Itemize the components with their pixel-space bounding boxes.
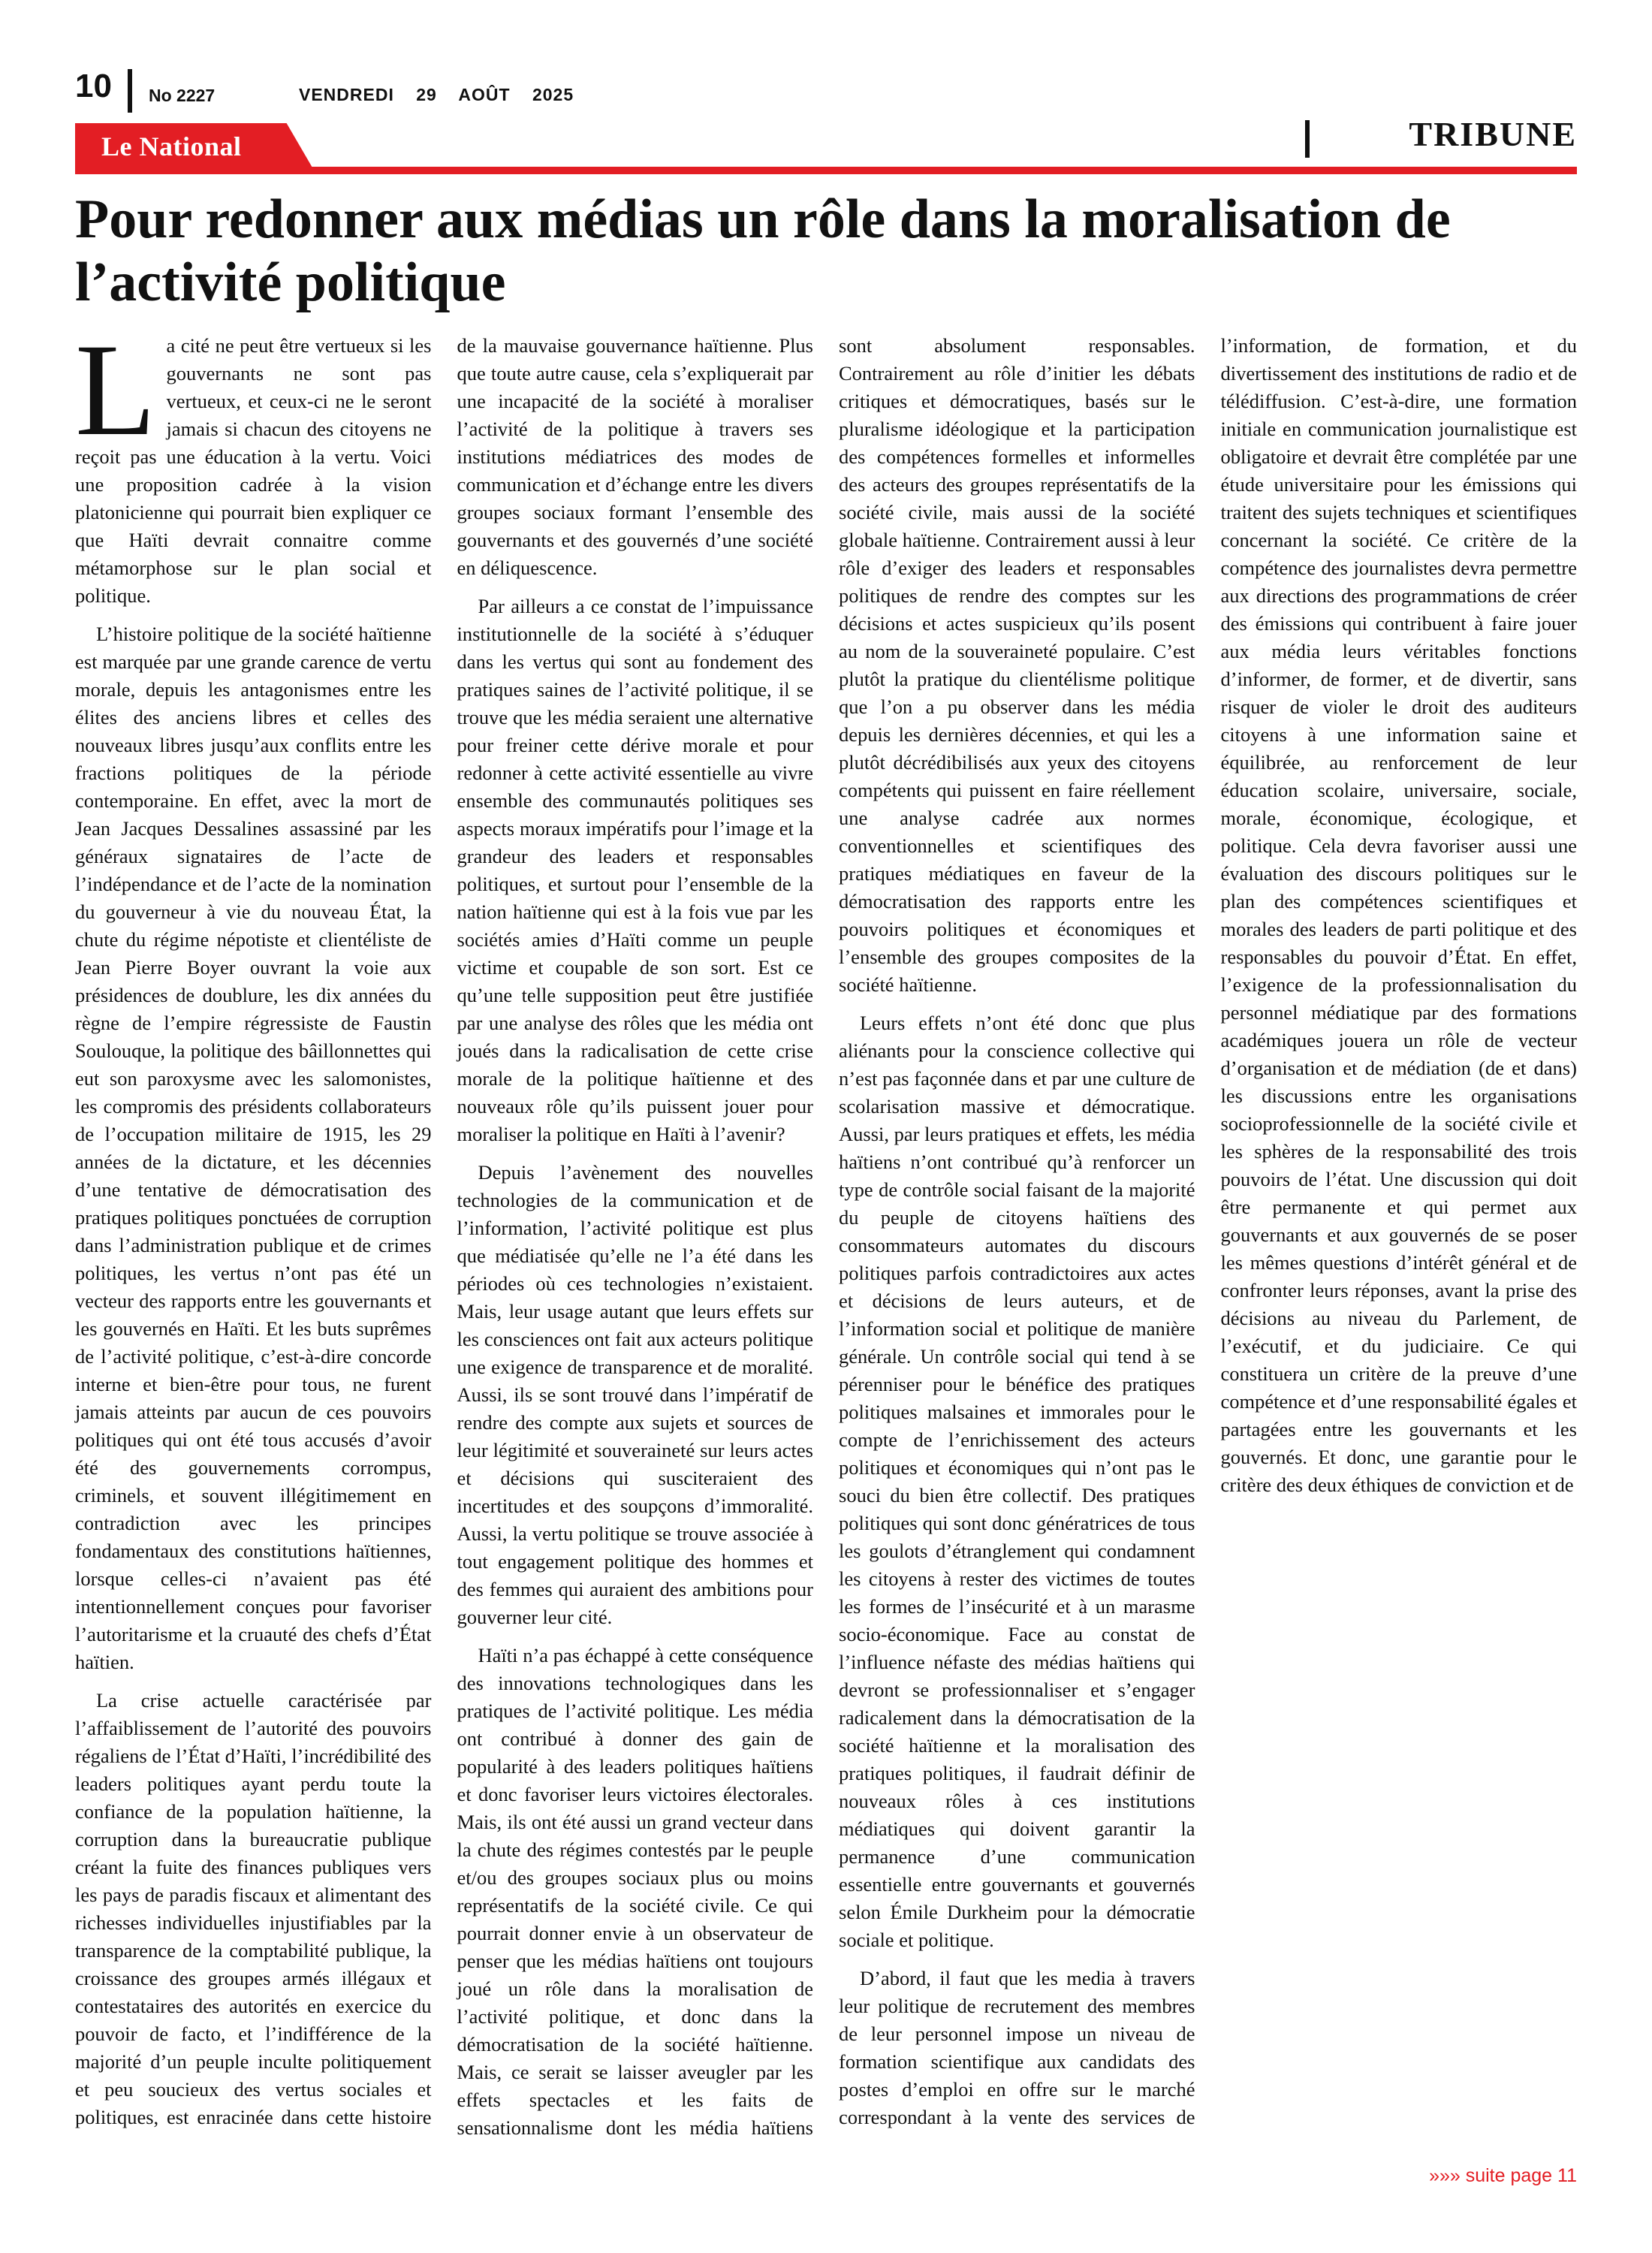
article-paragraph: [75, 317, 432, 610]
section-divider: [1305, 120, 1310, 158]
article-paragraph: D’abord, il faut que les media à travers leur politique de recrutement des membres de leur personnel impose un niveau de formation scientifique aux candidats des postes d’emploi en offre sur le marché correspondant à la vente des services de l’information, de formation, et du divertissement des institutions de radio et de télédiffusion. C’est-à-dire, une formation initiale en communication journalistique est obligatoire et devrait être complétée par une étude universitaire pour les émissions qui traitent des sujets techniques et scientifiques concernant la société. Ce critère de la compétence des journalistes devra permettre aux directions des programmations de créer des émissions qui contribuent à faire jouer aux média leurs véritables fonctions d’informer, de former, et de divertir, sans risquer de violer le droit des auditeurs citoyens à une information saine et équilibrée, au renforcement de leur éducation scolaire, universaire, sociale, morale, économique, écologique, et politique. Cela devra favoriser aussi une évaluation des discours politiques sur le plan des compétences scientifiques et morales des leaders de parti politique et des responsables du pouvoir d’État. En effet, l’exigence de la professionnalisation du personnel médiatique par des formations académiques jouera un rôle de vecteur d’organisation et de médiation (de et dans) les discussions entre les organisations socioprofessionnelle de la société civile et les sphères de la responsabilité des trois pouvoirs de l’état. Une discussion qui doit être permanente et qui permet aux gouvernants et aux gouvernés de se poser les mêmes questions d’intérêt général et de confronter leurs réponses, avant la prise des décisions au niveau du Parlement, de l’exécutif, et du judiciaire. Ce qui constituera un critère de la preuve d’une compétence et d’une responsabilité égales et partagées entre les gouvernants et les gouvernés. Et donc, une garantie pour le critère des deux éthiques de conviction et de: [839, 334, 1577, 2128]
issue-number: No 2227: [149, 86, 216, 105]
article-paragraph: L’histoire politique de la société haïtienne est marquée par une grande carence de vertu morale, depuis les antagonismes entre les élites des anciens libres et celles des nouveaux libres jusqu’aux conflits entre les fractions politiques de la période contemporaine. En effet, avec la mort de Jean Jacques Dessalines assassiné par les généraux signataires de l’acte de l’indépendance et de l’acte de la nomination du gouverneur à vie du nouveau État, la chute du régime népotiste et clientéliste de Jean Pierre Boyer ouvrant la voie aux présidences de doublure, les dix années du règne de l’empire régressiste de Faustin Soulouque, la politique des bâillonnettes qui eut son paroxysme avec les salomonistes, les compromis des présidents collaborateurs de l’occupation militaire de 1915, les 29 années de la dictature, et les décennies d’une tentative de démocratisation des pratiques politiques ponctuées de corruption dans l’administration publique et de crimes politiques, les vertus n’ont pas été un vecteur des rapports entre les gouvernants et les gouvernés en Haïti. Et les buts suprêmes de l’activité politique, c’est-à-dire concorde interne et bien-être pour tous, ne furent jamais atteints par aucun de ces pouvoirs politiques qui ont été tous accusés d’avoir été des gouvernements corrompus, criminels, et souvent illégitimement en contradiction avec les principes fondamentaux des constitutions haïtiennes, lorsque celles-ci n’avaient pas été intentionnellement conçues pour favoriser l’autoritarisme et la cruauté des chefs d’État haïtien.: [75, 623, 432, 1673]
article-paragraph: Haïti n’a pas échappé à cette conséquence des innovations technologiques dans les pratiques de l’activité politique. Les média ont contribué à donner des gain de popularité à des leaders politiques haïtiens et donc favoriser leurs victoires électorales. Mais, ils ont été aussi un grand vecteur dans la chute des régimes contestés par le peuple et/ou des groupes sociaux plus ou moins représentatifs de la société civile. Ce qui pourrait donner envie à un observateur de penser que les médias haïtiens ont toujours joué un rôle dans la moralisation de l’activité politique, et donc dans la démocratisation de la société haïtienne. Mais, ce serait se laisser aveugler par les effets spectacles et les faits de sensationnalisme dont les média haïtiens sont absolument responsables. Contrairement au rôle d’initier les débats critiques et démocratiques, basés sur le pluralisme idéologique et la participation des compétences formelles et informelles des acteurs des groupes représentatifs de la société civile, mais aussi de la société globale haïtienne. Contrairement aussi à leur rôle d’exiger des leaders et responsables politiques de rendre des comptes sur les décisions et actes suspicieux qu’ils posent au nom de la souveraineté populaire. C’est plutôt la pratique du clientélisme politique que l’on a pu observer dans les média depuis les dernières décennies, et qui les a plutôt décrédibilisés aux yeux des citoyens compétents qui puissent en faire réellement une analyse cadrée aux normes conventionnelles et scientifiques des pratiques médiatiques en faveur de la démocratisation des rapports entre les pouvoirs politiques et économiques et l’ensemble des groupes composites de la société haïtienne.: [457, 334, 1195, 2139]
article-paragraph: Par ailleurs a ce constat de l’impuissance institutionnelle de la société à s’éduquer dans les vertus qui sont au fondement des pratiques saines de l’activité politique, il se trouve que les média seraient une alternative pour freiner cette dérive morale et pour redonner à cette activité essentielle au vivre ensemble des communautés politiques ses aspects moraux impératifs pour l’image et la grandeur des leaders et responsables politiques, et surtout pour l’ensemble de la nation haïtienne qui est à la fois vue par les sociétés amies d’Haïti comme un peuple victime et coupable de son sort. Est ce qu’une telle supposition peut être justifiée par une analyse des rôles que les média ont joués dans la radicalisation de cette crise morale de la politique haïtienne et des nouveaux rôle qu’ils puissent jouer pour moraliser la politique en Haïti à l’avenir?: [457, 595, 813, 1145]
page-number: 10: [75, 68, 112, 104]
article-paragraph: Depuis l’avènement des nouvelles technologies de la communication et de l’information, l’activité politique est plus que médiatisée qu’elle ne l’a été dans les périodes où ces technologies n’existaient. Mais, leur usage autant que leurs effets sur les consciences ont fait aux acteurs politique une exigence de transparence et de moralité. Aussi, ils se sont trouvé dans l’impératif de rendre des compte aux sujets et sources de leur légitimité et souveraineté sur leurs actes et décisions qui susciteraient des incertitudes et des soupçons d’immoralité. Aussi, la vertu politique se trouve associée à tout engagement politique des hommes et des femmes qui auraient des ambitions pour gouverner leur cité.: [457, 1161, 813, 1628]
date-day: VENDREDI: [299, 85, 394, 104]
article-title: Pour redonner aux médias un rôle dans la moralisation de l’activité politique: [75, 189, 1451, 313]
brand-name: Le National: [101, 131, 242, 161]
article-body: [75, 317, 1577, 2149]
dateline: [299, 85, 590, 105]
continued-link[interactable]: »»» suite page 11: [1429, 2165, 1577, 2186]
date-year: 2025: [532, 85, 574, 104]
drop-cap: L: [75, 317, 156, 463]
paragraph-text: a cité ne peut être vertueux si les gouvernants ne sont pas vertueux, et ceux-ci ne le seront jamais si chacun des citoyens ne reçoit pas une éducation à la vertu. Voici une proposition cadrée à la vision platonicienne qui pourrait bien expliquer ce que Haïti devrait connaitre comme métamorphose sur le plan social et politique.: [75, 334, 432, 607]
date-month: AOÛT: [458, 85, 511, 104]
article-paragraph: La crise actuelle caractérisée par l’affaiblissement de l’autorité des pouvoirs régaliens de l’État d’Haïti, l’incrédibilité des leaders politiques ayant perdu toute la confiance de la population haïtienne, la corruption dans la bureaucratie publique créant la fuite des finances publiques vers les pays de paradis fiscaux et alimentant des richesses individuelles injustifiables par la transparence de la comptabilité publique, la croissance des groupes armés illégaux et contestataires des autorités en exercice du pouvoir de facto, et l’indifférence de la majorité d’un peuple inculte politiquement et peu soucieux des vertus sociales et politiques, est enracinée dans cette histoire de la mauvaise gouvernance haïtienne. Plus que toute autre cause, cela s’expliquerait par une incapacité de la société à moraliser l’activité de la politique à travers ses institutions médiatrices des modes de communication et d’échange entre les divers groupes sociaux formant l’ensemble des gouvernants et des gouvernés d’une société en déliquescence.: [75, 334, 813, 2128]
date-number: 29: [416, 85, 437, 104]
article-paragraph: Leurs effets n’ont été donc que plus aliénants pour la conscience collective qui n’est pas façonnée dans et par une culture de scolarisation massive et démocratique. Aussi, par leurs pratiques et effets, les média haïtiens n’ont contribué qu’à renforcer un type de contrôle social faisant de la majorité du peuple de citoyens haïtiens des consommateurs automates du discours politiques parfois contradictoires aux actes et décisions de leurs auteurs, et de l’information social et politique de manière générale. Un contrôle social qui tend à se pérenniser pour le bénéfice des pratiques politiques malsaines et immorales pour le compte de l’enrichissement des acteurs politiques et économiques qui n’ont pas le souci du bien être collectif. Des pratiques politiques qui sont donc génératrices de tous les goulots d’étranglement qui condamnent les citoyens à rester des victimes de toutes les formes de l’insécurité et à un marasme socio-économique. Face au constat de l’influence néfaste des médias haïtiens qui devront se professionnaliser et s’engager radicalement dans la démocratisation de la société haïtienne et la moralisation des pratiques politiques, il faudrait définir de nouveaux rôles à ces institutions médiatiques qui doivent garantir la permanence d’une communication essentielle entre gouvernants et gouvernés selon Émile Durkheim pour la démocratie sociale et politique.: [839, 1012, 1195, 1951]
header-red-rule: [75, 167, 1577, 174]
page-number-divider: [128, 69, 132, 113]
section-label: TRIBUNE: [1409, 115, 1577, 153]
